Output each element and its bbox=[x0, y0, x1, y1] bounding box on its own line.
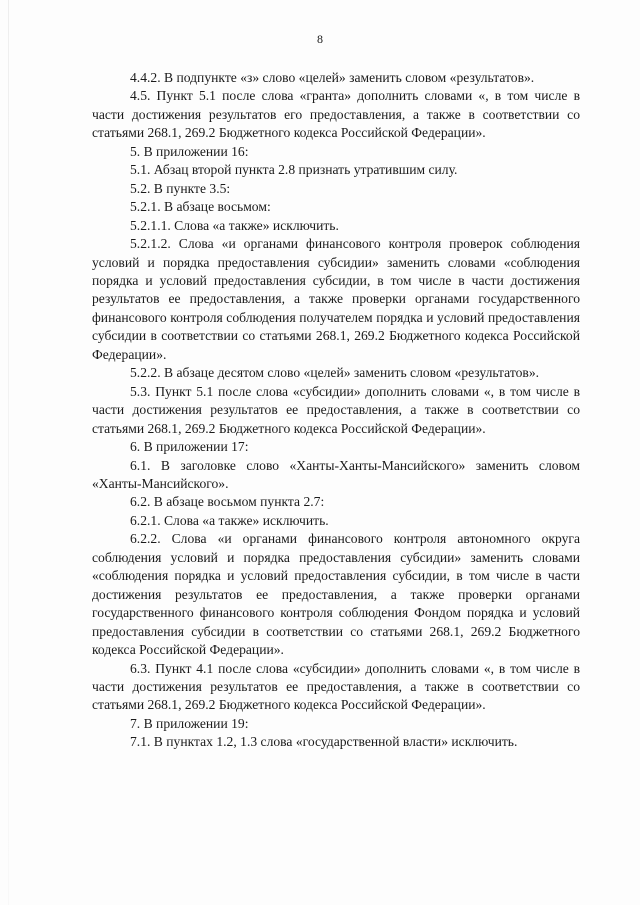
paragraph-5-2-1: 5.2.1. В абзаце восьмом: bbox=[130, 199, 271, 215]
paragraph-5-2-2: 5.2.2. В абзаце десятом слово «целей» заменить словом «результатов». bbox=[130, 365, 540, 381]
paragraph-5-2-1-2: 5.2.1.2. Слова «и органами финансового контроля проверок соблюдения условий и порядка предоставления субсидии» заменить словами «соблюдения порядка и условий предоставления субсидии, в том числе в части достижения результатов ее предоставления, а также проверки органами государственного финансового контроля соблюдения получателем порядка и условий предоставления субсидии в соответствии со статьями 268.1, 269.2 Бюджетного кодекса Российской Федерации». bbox=[92, 236, 580, 362]
document-body bbox=[92, 69, 580, 752]
page-number: 8 bbox=[317, 32, 323, 46]
paragraph-5-2: 5.2. В пункте 3.5: bbox=[130, 180, 231, 196]
paragraph-7-1: 7.1. В пунктах 1.2, 1.3 слова «государственной власти» исключить. bbox=[130, 734, 518, 750]
paragraph-6-3: 6.3. Пункт 4.1 после слова «субсидии» дополнить словами «, в том числе в части достижения результатов ее предоставления, а также в соответствии со статьями 268.1, 269.2 Бюджетного кодекса Российской Федерации». bbox=[92, 660, 580, 713]
paragraph-5-2-1-1: 5.2.1.1. Слова «а также» исключить. bbox=[130, 217, 339, 233]
paragraph-7: 7. В приложении 19: bbox=[130, 715, 249, 731]
paragraph-6: 6. В приложении 17: bbox=[130, 439, 249, 455]
paragraph-5: 5. В приложении 16: bbox=[130, 143, 249, 159]
paragraph-6-2: 6.2. В абзаце восьмом пункта 2.7: bbox=[130, 494, 325, 510]
paragraph-6-2-1: 6.2.1. Слова «а также» исключить. bbox=[130, 512, 329, 528]
paragraph-4-4-2: 4.4.2. В подпункте «з» слово «целей» заменить словом «результатов». bbox=[130, 70, 535, 85]
paragraph-6-1: 6.1. В заголовке слово «Ханты-Ханты-Мансийского» заменить словом «Ханты-Мансийского». bbox=[92, 457, 580, 491]
paragraph-5-1: 5.1. Абзац второй пункта 2.8 признать утратившим силу. bbox=[130, 162, 458, 178]
paragraph-6-2-2: 6.2.2. Слова «и органами финансового контроля автономного округа соблюдения условий и порядка предоставления субсидии» заменить словами «соблюдения порядка и условий предоставления субсидии, в том числе в части достижения результатов ее предоставления, а также проверки органами государственного финансового контроля соблюдения Фондом порядка и условий предоставления субсидии в соответствии со статьями 268.1, 269.2 Бюджетного кодекса Российской Федерации». bbox=[92, 531, 580, 658]
paragraph-5-3: 5.3. Пункт 5.1 после слова «субсидии» дополнить словами «, в том числе в части достижения результатов ее предоставления, а также в соответствии со статьями 268.1, 269.2 Бюджетного кодекса Российской Федерации». bbox=[92, 383, 580, 436]
scan-edge-shadow bbox=[8, 0, 9, 905]
paragraph-4-5: 4.5. Пункт 5.1 после слова «гранта» дополнить словами «, в том числе в части достижения результатов его предоставления, а также в соответствии со статьями 268.1, 269.2 Бюджетного кодекса Российской Федерации». bbox=[92, 88, 580, 141]
